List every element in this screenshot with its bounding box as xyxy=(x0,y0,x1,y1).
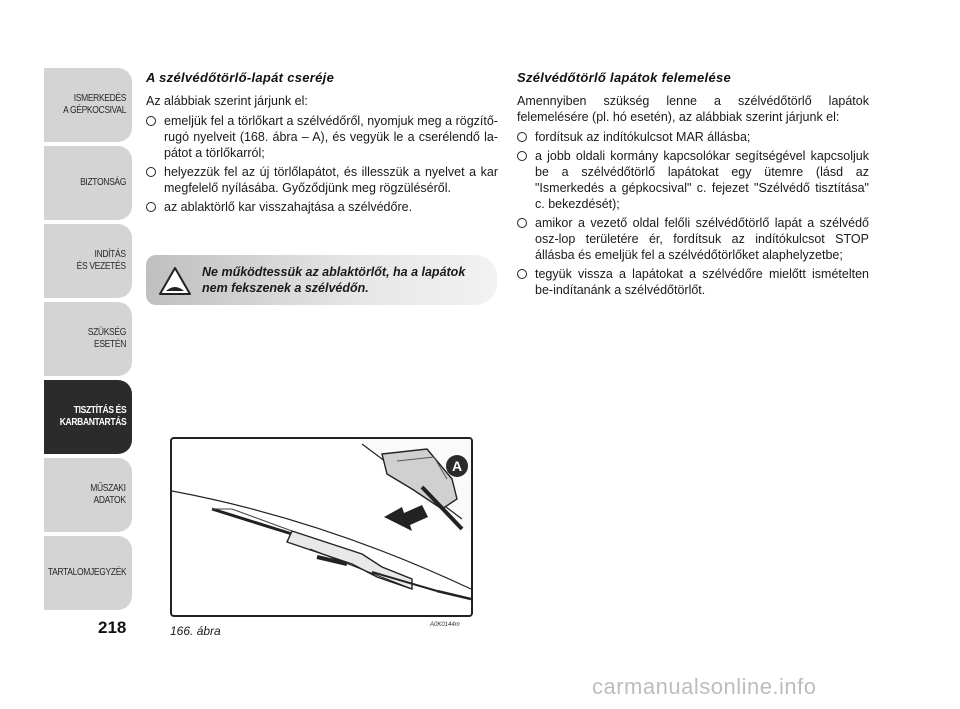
list-item-text: tegyük vissza a lapátokat a szélvédőre mielőtt ismételten be-indítanánk a szélvédőtörlőt. xyxy=(535,267,869,297)
section-heading: Szélvédőtörlő lapátok felemelése xyxy=(517,70,732,85)
left-column xyxy=(146,70,498,218)
tab-label: TARTALOMJEGYZÉK xyxy=(47,567,126,578)
bullet-icon xyxy=(517,218,527,228)
tab-label: ISMERKEDÉS A GÉPKOCSIVAL xyxy=(63,93,126,116)
list-item xyxy=(517,148,869,212)
figure-code: A0K0144m xyxy=(430,622,460,628)
right-column xyxy=(517,70,869,301)
tab-inditas[interactable] xyxy=(44,224,132,298)
intro-text: Az alábbiak szerint járjunk el: xyxy=(146,94,308,108)
tab-szukseg[interactable] xyxy=(44,302,132,376)
bullet-icon xyxy=(146,116,156,126)
list-item xyxy=(146,164,498,196)
page-number: 218 xyxy=(98,618,127,637)
tab-muszaki[interactable] xyxy=(44,458,132,532)
list-item xyxy=(146,199,498,215)
bullet-icon xyxy=(517,132,527,142)
bullet-icon xyxy=(517,151,527,161)
list-item xyxy=(517,215,869,263)
tab-tisztitas[interactable] xyxy=(44,380,132,454)
list-item-text: a jobb oldali kormány kapcsolókar segítségével kapcsoljuk be a szélvédőtörlő lapátokat egy ütemre (lásd az "Ismerkedés a gépkocsival" c. fejezet "Szélvédő tisztítása" c. bekezdését); xyxy=(535,149,869,211)
warning-text: Ne működtessük az ablaktörlőt, ha a lapátok nem fekszenek a szélvédőn. xyxy=(202,265,466,295)
wiper-illustration xyxy=(170,437,473,617)
list-item xyxy=(517,266,869,298)
watermark: carmanualsonline.info xyxy=(592,674,817,699)
tab-biztonsag[interactable] xyxy=(44,146,132,220)
callout-label: A xyxy=(451,458,463,474)
warning-triangle-icon xyxy=(158,266,192,296)
bullet-icon xyxy=(146,167,156,177)
instruction-list xyxy=(517,129,869,298)
tab-label: MŰSZAKI ADATOK xyxy=(90,483,126,506)
callout-badge xyxy=(446,455,468,477)
intro-text: Amennyiben szükség lenne a szélvédőtörlő lapátok felemelésére (pl. hó esetén), az alábbiak szerint járjunk el: xyxy=(517,94,869,124)
list-item-text: az ablaktörlő kar visszahajtása a szélvédőre. xyxy=(164,200,413,214)
list-item xyxy=(517,129,869,145)
list-item-text: emeljük fel a törlőkart a szélvédőről, nyomjuk meg a rögzítő-rugó nyelveit (168. ábra – A), és vegyük le a cserélendő la-pátot a törlőkarról; xyxy=(164,114,498,160)
wiper-blade-drawing xyxy=(172,439,471,615)
warning-box xyxy=(146,255,497,305)
bullet-icon xyxy=(517,269,527,279)
tab-label: INDÍTÁS ÉS VEZETÉS xyxy=(76,249,126,272)
list-item-text: fordítsuk az indítókulcsot MAR állásba; xyxy=(535,130,751,144)
tab-label: TISZTÍTÁS ÉS KARBANTARTÁS xyxy=(59,405,126,428)
section-heading: A szélvédőtörlő-lapát cseréje xyxy=(146,70,335,85)
tab-label: SZÜKSÉG ESETÉN xyxy=(87,327,126,350)
bullet-icon xyxy=(146,202,156,212)
list-item-text: amikor a vezető oldal felőli szélvédőtörlő lapát a szélvédő osz-lop területére ér, fordítsuk az indítókulcsot STOP állásba és emeljük fel a szélvédőtörlőket alaphelyzetbe; xyxy=(535,216,869,262)
list-item-text: helyezzük fel az új törlőlapátot, és illesszük a nyelvet a kar megfelelő nyílásába. Győződjünk meg rögzüléséről. xyxy=(164,165,498,195)
list-item xyxy=(146,113,498,161)
instruction-list xyxy=(146,113,498,215)
tab-tartalom[interactable] xyxy=(44,536,132,610)
tab-ismerkedes[interactable] xyxy=(44,68,132,142)
tab-label: BIZTONSÁG xyxy=(80,177,126,188)
figure-caption: 166. ábra xyxy=(170,624,221,638)
